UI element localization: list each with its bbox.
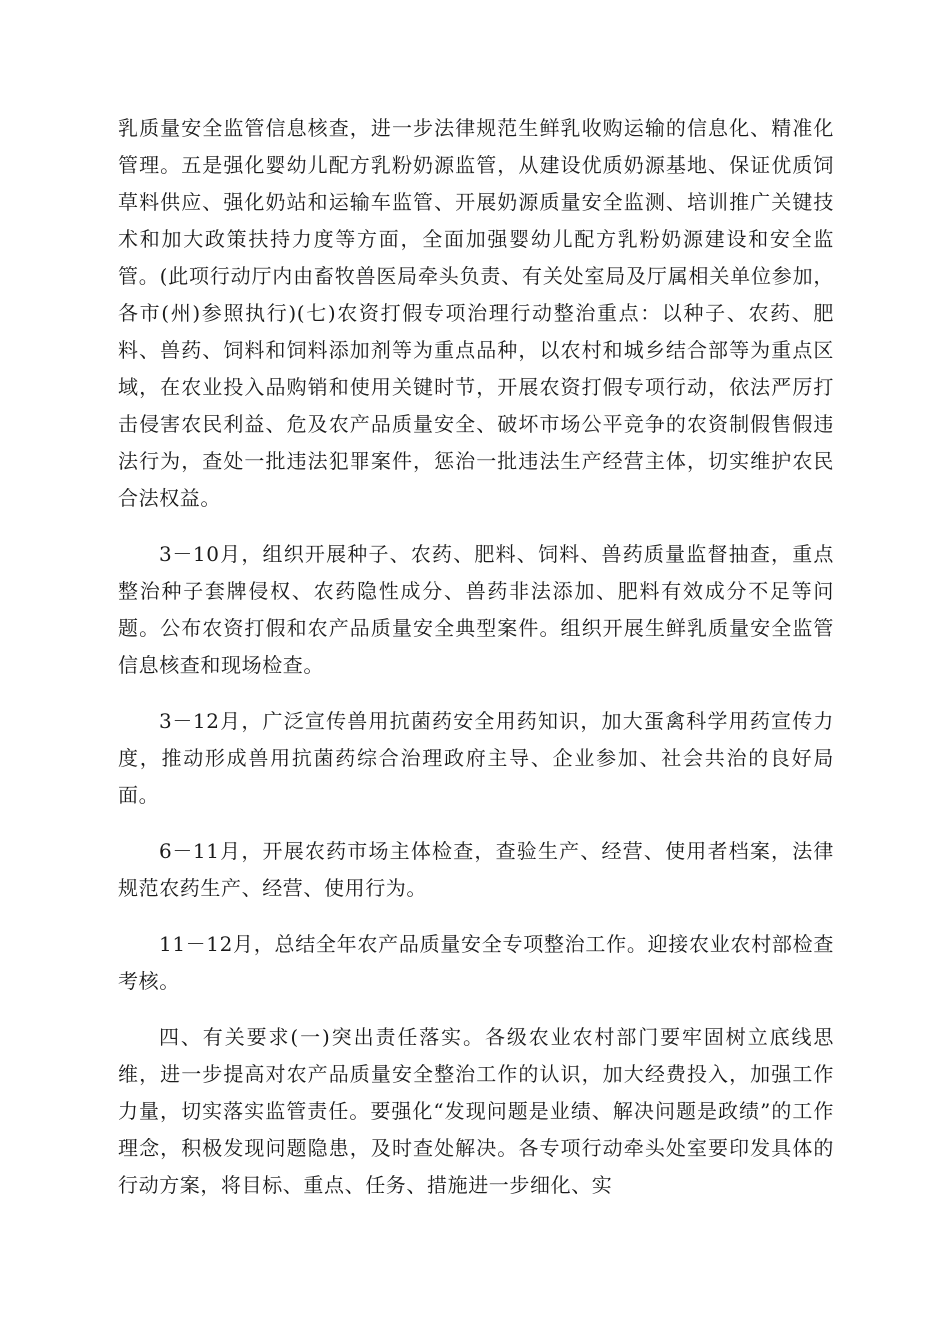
paragraph-schedule-6-11: 6－11月，开展农药市场主体检查，查验生产、经营、使用者档案，法律规范农药生产、经营、使用行为。 bbox=[118, 839, 834, 900]
document-body bbox=[118, 110, 834, 1204]
paragraph-schedule-3-10: 3－10月，组织开展种子、农药、肥料、饲料、兽药质量监督抽查，重点整治种子套牌侵权、农药隐性成分、兽药非法添加、肥料有效成分不足等问题。公布农资打假和农产品质量安全典型案件。组织开展生鲜乳质量安全监管信息核查和现场检查。 bbox=[118, 542, 834, 677]
paragraph-continuation: 乳质量安全监管信息核查，进一步法律规范生鲜乳收购运输的信息化、精准化管理。五是强化婴幼儿配方乳粉奶源监管，从建设优质奶源基地、保证优质饲草料供应、强化奶站和运输车监管、开展奶源质量安全监测、培训推广关键技术和加大政策扶持力度等方面，全面加强婴幼儿配方乳粉奶源建设和安全监管。(此项行动厅内由畜牧兽医局牵头负责、有关处室局及厅属相关单位参加，各市(州)参照执行)(七)农资打假专项治理行动整治重点：以种子、农药、肥料、兽药、饲料和饲料添加剂等为重点品种，以农村和城乡结合部等为重点区域，在农业投入品购销和使用关键时节，开展农资打假专项行动，依法严厉打击侵害农民利益、危及农产品质量安全、破坏市场公平竞争的农资制假售假违法行为，查处一批违法犯罪案件，惩治一批违法生产经营主体，切实维护农民合法权益。 bbox=[118, 116, 834, 510]
paragraph-requirements: 四、有关要求(一)突出责任落实。各级农业农村部门要牢固树立底线思维，进一步提高对农产品质量安全整治工作的认识，加大经费投入，加强工作力量，切实落实监管责任。要强化“发现问题是业绩、解决问题是政绩”的工作理念，积极发现问题隐患，及时查处解决。各专项行动牵头处室要印发具体的行动方案，将目标、重点、任务、措施进一步细化、实 bbox=[118, 1025, 834, 1197]
paragraph-schedule-3-12: 3－12月，广泛宣传兽用抗菌药安全用药知识，加大蛋禽科学用药宣传力度，推动形成兽用抗菌药综合治理政府主导、企业参加、社会共治的良好局面。 bbox=[118, 709, 834, 807]
paragraph-schedule-11-12: 11－12月，总结全年农产品质量安全专项整治工作。迎接农业农村部检查考核。 bbox=[118, 932, 834, 993]
